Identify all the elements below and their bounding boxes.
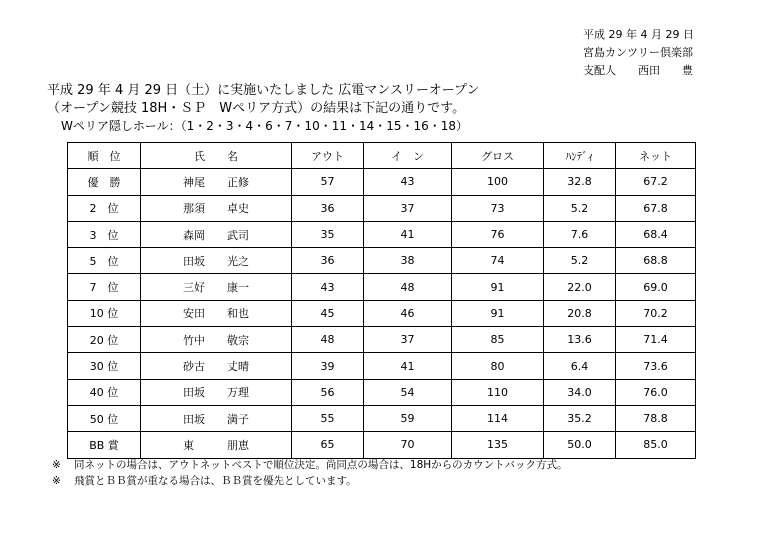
net-score-cell: 67.8 bbox=[616, 195, 696, 221]
intro-text bbox=[47, 82, 479, 135]
col-header-out: アウト bbox=[292, 143, 364, 169]
col-header-net: ネット bbox=[616, 143, 696, 169]
in-score-cell: 43 bbox=[364, 169, 452, 195]
table-row bbox=[68, 169, 696, 195]
handicap-cell: 22.0 bbox=[544, 274, 616, 300]
handicap-cell: 35.2 bbox=[544, 405, 616, 431]
out-score-cell: 57 bbox=[292, 169, 364, 195]
col-header-handicap: ﾊﾝﾃﾞｨ bbox=[544, 143, 616, 169]
gross-score-cell: 91 bbox=[452, 300, 544, 326]
out-score-cell: 55 bbox=[292, 405, 364, 431]
footnote-text: 同ネットの場合は、アウトネットベストで順位決定。尚同点の場合は、18Hからのカウントバック方式。 bbox=[74, 459, 568, 471]
in-score-cell: 48 bbox=[364, 274, 452, 300]
out-score-cell: 36 bbox=[292, 248, 364, 274]
col-header-in: イ ン bbox=[364, 143, 452, 169]
table-row bbox=[68, 327, 696, 353]
table-row bbox=[68, 195, 696, 221]
name-cell: 東 朋恵 bbox=[141, 432, 292, 458]
handicap-cell: 32.8 bbox=[544, 169, 616, 195]
table-row bbox=[68, 274, 696, 300]
name-cell: 砂古 丈晴 bbox=[141, 353, 292, 379]
in-score-cell: 37 bbox=[364, 327, 452, 353]
rank-cell: 10 位 bbox=[68, 300, 141, 326]
intro-line-1: 平成 29 年 4 月 29 日（土）に実施いたしました 広電マンスリーオープン bbox=[47, 83, 480, 98]
out-score-cell: 39 bbox=[292, 353, 364, 379]
net-score-cell: 70.2 bbox=[616, 300, 696, 326]
footnote-text: 飛賞とＢＢ賞が重なる場合は、ＢＢ賞を優先としています。 bbox=[74, 475, 357, 487]
name-cell: 那須 卓史 bbox=[141, 195, 292, 221]
out-score-cell: 43 bbox=[292, 274, 364, 300]
col-header-gross: グロス bbox=[452, 143, 544, 169]
name-cell: 田坂 光之 bbox=[141, 248, 292, 274]
handicap-cell: 13.6 bbox=[544, 327, 616, 353]
rank-cell: 40 位 bbox=[68, 379, 141, 405]
col-header-rank: 順 位 bbox=[68, 143, 141, 169]
handicap-cell: 5.2 bbox=[544, 248, 616, 274]
net-score-cell: 68.8 bbox=[616, 248, 696, 274]
net-score-cell: 78.8 bbox=[616, 405, 696, 431]
table-row bbox=[68, 221, 696, 247]
rank-cell: 3 位 bbox=[68, 221, 141, 247]
in-score-cell: 70 bbox=[364, 432, 452, 458]
table-header-row bbox=[68, 143, 696, 169]
table-row bbox=[68, 379, 696, 405]
out-score-cell: 36 bbox=[292, 195, 364, 221]
net-score-cell: 73.6 bbox=[616, 353, 696, 379]
rank-cell: 優 勝 bbox=[68, 169, 141, 195]
out-score-cell: 48 bbox=[292, 327, 364, 353]
rank-cell: 2 位 bbox=[68, 195, 141, 221]
results-table bbox=[67, 142, 696, 459]
table-row bbox=[68, 432, 696, 458]
name-cell: 安田 和也 bbox=[141, 300, 292, 326]
table-row bbox=[68, 405, 696, 431]
gross-score-cell: 85 bbox=[452, 327, 544, 353]
in-score-cell: 41 bbox=[364, 353, 452, 379]
out-score-cell: 35 bbox=[292, 221, 364, 247]
footnotes bbox=[52, 457, 567, 489]
handicap-cell: 20.8 bbox=[544, 300, 616, 326]
out-score-cell: 56 bbox=[292, 379, 364, 405]
net-score-cell: 71.4 bbox=[616, 327, 696, 353]
table-row bbox=[68, 248, 696, 274]
hidden-holes-line: Wペリア隠しホール：（1・2・3・4・6・7・10・11・14・15・16・18） bbox=[61, 119, 469, 133]
intro-line-2: （オープン競技 18H・ＳＰ Wペリア方式）の結果は下記の通りです。 bbox=[47, 101, 466, 116]
gross-score-cell: 100 bbox=[452, 169, 544, 195]
club-name: 宮島カンツリー倶楽部 bbox=[583, 46, 693, 59]
gross-score-cell: 135 bbox=[452, 432, 544, 458]
in-score-cell: 54 bbox=[364, 379, 452, 405]
name-cell: 田坂 万理 bbox=[141, 379, 292, 405]
rank-cell: 50 位 bbox=[68, 405, 141, 431]
gross-score-cell: 110 bbox=[452, 379, 544, 405]
rank-cell: 20 位 bbox=[68, 327, 141, 353]
out-score-cell: 45 bbox=[292, 300, 364, 326]
footnote bbox=[52, 473, 567, 489]
handicap-cell: 7.6 bbox=[544, 221, 616, 247]
footnote bbox=[52, 457, 567, 473]
in-score-cell: 46 bbox=[364, 300, 452, 326]
net-score-cell: 85.0 bbox=[616, 432, 696, 458]
table-row bbox=[68, 353, 696, 379]
handicap-cell: 50.0 bbox=[544, 432, 616, 458]
gross-score-cell: 91 bbox=[452, 274, 544, 300]
rank-cell: 30 位 bbox=[68, 353, 141, 379]
results-body bbox=[68, 169, 696, 458]
out-score-cell: 65 bbox=[292, 432, 364, 458]
table-row bbox=[68, 300, 696, 326]
in-score-cell: 41 bbox=[364, 221, 452, 247]
gross-score-cell: 73 bbox=[452, 195, 544, 221]
gross-score-cell: 74 bbox=[452, 248, 544, 274]
gross-score-cell: 114 bbox=[452, 405, 544, 431]
document-date: 平成 29 年 4 月 29 日 bbox=[583, 28, 694, 41]
name-cell: 森岡 武司 bbox=[141, 221, 292, 247]
net-score-cell: 76.0 bbox=[616, 379, 696, 405]
name-cell: 三好 康一 bbox=[141, 274, 292, 300]
handicap-cell: 6.4 bbox=[544, 353, 616, 379]
rank-cell: 7 位 bbox=[68, 274, 141, 300]
name-cell: 神尾 正修 bbox=[141, 169, 292, 195]
in-score-cell: 59 bbox=[364, 405, 452, 431]
col-header-name: 氏 名 bbox=[141, 143, 292, 169]
in-score-cell: 38 bbox=[364, 248, 452, 274]
handicap-cell: 34.0 bbox=[544, 379, 616, 405]
name-cell: 田坂 満子 bbox=[141, 405, 292, 431]
name-cell: 竹中 敬宗 bbox=[141, 327, 292, 353]
in-score-cell: 37 bbox=[364, 195, 452, 221]
footnote-mark: ※ bbox=[52, 475, 61, 487]
rank-cell: BB 賞 bbox=[68, 432, 141, 458]
footnote-mark: ※ bbox=[52, 459, 61, 471]
handicap-cell: 5.2 bbox=[544, 195, 616, 221]
gross-score-cell: 80 bbox=[452, 353, 544, 379]
document-header bbox=[583, 26, 694, 80]
gross-score-cell: 76 bbox=[452, 221, 544, 247]
net-score-cell: 67.2 bbox=[616, 169, 696, 195]
manager-signature: 支配人 西田 豊 bbox=[583, 64, 693, 77]
rank-cell: 5 位 bbox=[68, 248, 141, 274]
net-score-cell: 69.0 bbox=[616, 274, 696, 300]
net-score-cell: 68.4 bbox=[616, 221, 696, 247]
